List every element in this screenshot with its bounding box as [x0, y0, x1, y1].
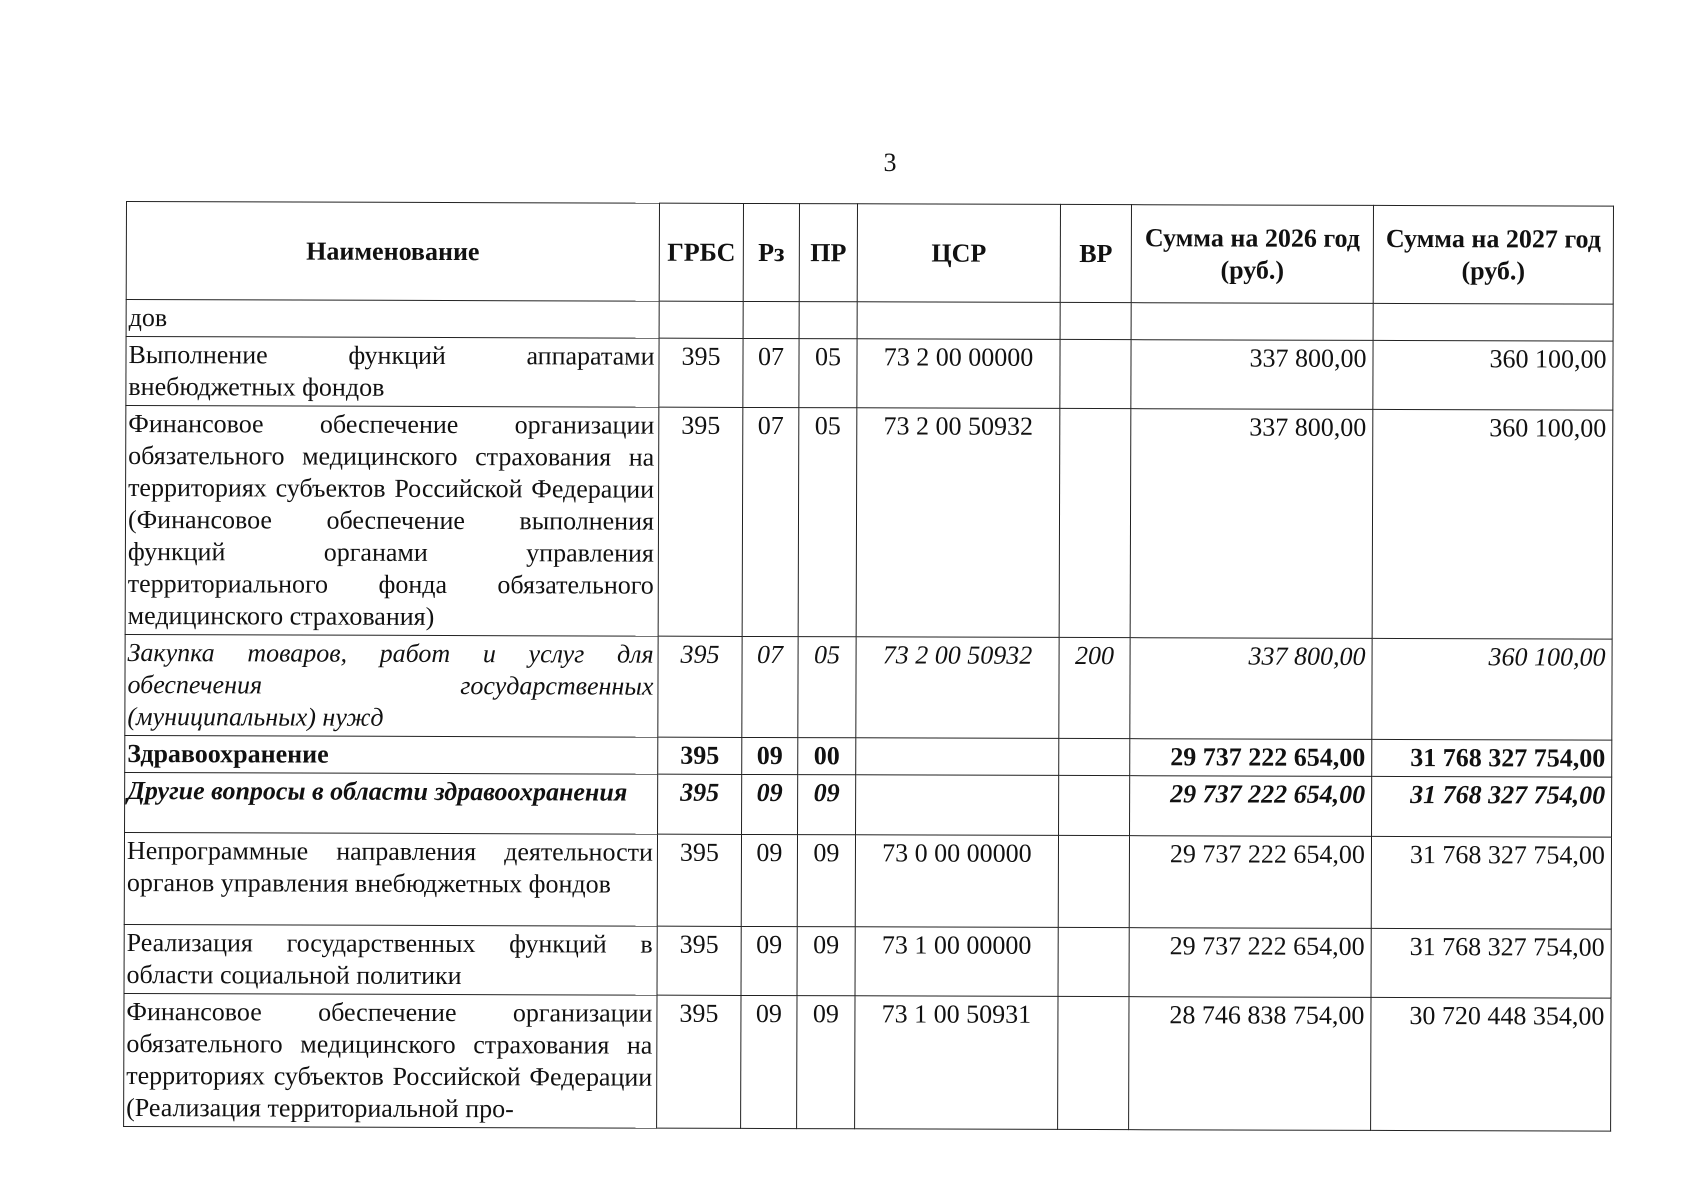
cell-vr — [1058, 996, 1129, 1129]
cell-pr: 09 — [797, 996, 855, 1129]
cell-sum-2026: 28 746 838 754,00 — [1129, 997, 1371, 1131]
cell-pr: 09 — [797, 927, 855, 996]
cell-pr: 05 — [798, 637, 856, 738]
cell-sum-2027 — [1373, 303, 1613, 341]
table-row — [125, 406, 1613, 640]
cell-rz: 09 — [741, 834, 797, 926]
cell-grbs: 395 — [657, 926, 741, 995]
cell-grbs — [659, 301, 743, 338]
table-row — [124, 924, 1611, 998]
cell-grbs: 395 — [658, 737, 742, 774]
cell-grbs: 395 — [657, 995, 741, 1128]
header-sum-2027: Сумма на 2027 год (руб.) — [1373, 205, 1613, 304]
table-row — [124, 832, 1611, 929]
cell-vr — [1058, 835, 1129, 927]
cell-name: Реализация государственных функций в области социальной политики — [124, 924, 657, 995]
cell-csr: 73 1 00 00000 — [855, 927, 1058, 997]
budget-table-container — [123, 201, 1613, 1132]
cell-grbs: 395 — [658, 774, 742, 834]
cell-grbs: 395 — [658, 407, 743, 636]
cell-csr: 73 2 00 00000 — [857, 339, 1060, 409]
cell-sum-2026: 29 737 222 654,00 — [1129, 928, 1371, 998]
cell-pr: 05 — [799, 339, 857, 408]
cell-sum-2026: 29 737 222 654,00 — [1130, 739, 1372, 777]
cell-vr: 200 — [1059, 637, 1130, 738]
cell-name: Выполнение функций аппаратами внебюджетных фондов — [126, 337, 659, 408]
cell-rz: 07 — [742, 407, 799, 636]
cell-sum-2027: 30 720 448 354,00 — [1371, 997, 1611, 1131]
cell-sum-2027: 31 768 327 754,00 — [1371, 928, 1611, 998]
header-name: Наименование — [126, 202, 659, 302]
cell-sum-2026: 337 800,00 — [1130, 409, 1373, 639]
cell-sum-2027: 360 100,00 — [1372, 638, 1612, 740]
budget-table — [123, 201, 1614, 1132]
cell-vr — [1059, 775, 1130, 835]
table-header — [126, 202, 1613, 305]
cell-csr — [857, 302, 1060, 340]
cell-name: Финансовое обеспечение организации обязательного медицинского страхования на территориях субъектов Российской Федерации (Реализация территориальной про- — [124, 993, 657, 1128]
cell-sum-2027: 31 768 327 754,00 — [1372, 739, 1612, 777]
cell-pr — [799, 302, 857, 339]
page-number: 3 — [883, 148, 897, 177]
table-row — [126, 300, 1613, 342]
cell-sum-2026: 337 800,00 — [1131, 340, 1373, 410]
cell-name: Закупка товаров, работ и услуг для обеспечения государственных (муниципальных) нужд — [125, 634, 658, 737]
cell-grbs: 395 — [658, 636, 742, 737]
cell-vr — [1060, 302, 1131, 339]
cell-sum-2027: 31 768 327 754,00 — [1371, 836, 1611, 929]
cell-rz: 07 — [742, 636, 798, 737]
cell-sum-2026: 29 737 222 654,00 — [1130, 776, 1372, 837]
cell-csr: 73 0 00 00000 — [855, 835, 1058, 928]
cell-pr: 00 — [798, 738, 856, 775]
table-body — [124, 300, 1614, 1132]
header-rz: Рз — [743, 203, 799, 301]
cell-csr: 73 2 00 50932 — [856, 408, 1060, 638]
cell-pr: 05 — [798, 408, 857, 637]
cell-csr: 73 1 00 50931 — [855, 996, 1058, 1130]
cell-csr — [856, 738, 1059, 776]
cell-pr: 09 — [797, 835, 855, 927]
cell-sum-2026: 337 800,00 — [1130, 638, 1372, 740]
table-row — [125, 735, 1612, 777]
cell-csr — [856, 775, 1059, 836]
cell-name: Финансовое обеспечение организации обязательного медицинского страхования на территориях субъектов Российской Федерации (Финансовое обеспечение выполнения функций органами управления территориального фонда обязательного медицинского страхования) — [125, 406, 659, 637]
header-row — [126, 202, 1613, 305]
cell-name: Другие вопросы в области здравоохранения — [125, 772, 658, 834]
cell-sum-2027: 360 100,00 — [1373, 340, 1613, 410]
cell-sum-2026 — [1131, 303, 1373, 341]
cell-rz: 09 — [741, 926, 797, 995]
cell-name: Здравоохранение — [125, 735, 658, 774]
cell-rz: 07 — [743, 338, 799, 407]
cell-rz — [743, 301, 799, 338]
cell-sum-2026: 29 737 222 654,00 — [1129, 836, 1371, 929]
cell-sum-2027: 360 100,00 — [1372, 409, 1613, 639]
cell-rz: 09 — [742, 774, 798, 834]
header-sum-2026: Сумма на 2026 год (руб.) — [1131, 205, 1373, 304]
table-row — [126, 337, 1613, 411]
cell-sum-2027: 31 768 327 754,00 — [1372, 776, 1612, 837]
cell-vr — [1059, 408, 1131, 637]
cell-name: Непрограммные направления деятельности органов управления внебюджетных фондов — [124, 832, 657, 926]
header-csr: ЦСР — [857, 204, 1060, 303]
cell-vr — [1058, 927, 1129, 996]
table-row — [124, 993, 1611, 1131]
table-row — [125, 772, 1612, 837]
header-vr: ВР — [1060, 204, 1131, 302]
cell-csr: 73 2 00 50932 — [856, 637, 1059, 739]
cell-vr — [1060, 339, 1131, 408]
cell-rz: 09 — [741, 995, 797, 1128]
cell-vr — [1059, 738, 1130, 775]
cell-rz: 09 — [742, 737, 798, 774]
table-row — [125, 634, 1612, 740]
header-pr: ПР — [799, 204, 857, 302]
header-grbs: ГРБС — [659, 203, 743, 301]
cell-grbs: 395 — [657, 834, 741, 926]
cell-pr: 09 — [798, 775, 856, 835]
cell-grbs: 395 — [659, 338, 743, 407]
cell-name: дов — [126, 300, 659, 339]
